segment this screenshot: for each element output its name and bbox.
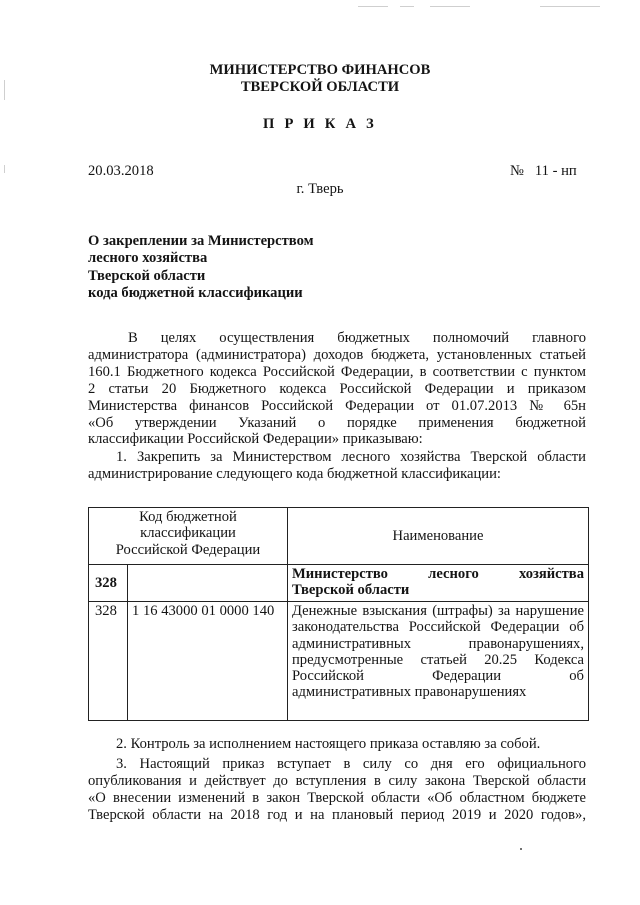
preamble-line: 2 статьи 20 Бюджетного кодекса Российской Федерации и приказом: [88, 380, 586, 397]
table-row: [89, 565, 589, 602]
header-code-line: Код бюджетной: [139, 509, 237, 525]
header-name-cell: Наименование: [288, 508, 589, 565]
order-number: № 11 - нп: [510, 163, 577, 179]
name-line: Российской Федерации об: [292, 668, 584, 685]
scan-artifact: [430, 6, 470, 7]
scan-artifact: [520, 848, 522, 850]
name-line: предусмотренные статьей 20.25 Кодекса: [292, 651, 584, 668]
preamble-line: 160.1 Бюджетного кодекса Российской Федерации, в соответствии с пунктом: [88, 363, 586, 380]
order-subject: [88, 233, 314, 302]
ministry-line-2: ТВЕРСКОЙ ОБЛАСТИ: [240, 79, 400, 95]
preamble-line: классификации Российской Федерации» приказываю:: [88, 431, 423, 448]
header-code-line: классификации: [140, 525, 236, 542]
order-city: г. Тверь: [296, 181, 344, 197]
item-3-line: Тверской области на 2018 год и на плановый период 2019 и 2020 годов»,: [88, 806, 586, 823]
preamble-paragraph: [88, 330, 586, 448]
budget-code-cell: [128, 565, 288, 602]
preamble-line: В целях осуществления бюджетных полномочий главного: [128, 330, 586, 346]
name-line: административных правонарушениях,: [292, 635, 584, 652]
scan-artifact: [540, 6, 600, 7]
name-line: административных правонарушениях: [292, 684, 527, 701]
scan-artifact: [4, 165, 5, 173]
item-3-paragraph: [88, 756, 586, 824]
table-header-row: [89, 508, 589, 565]
item-2-line: 2. Контроль за исполнением настоящего приказа оставляю за собой.: [116, 736, 541, 752]
admin-code-cell: 328: [89, 602, 128, 721]
budget-code-table: [88, 507, 589, 721]
scan-artifact: [358, 6, 388, 7]
subject-line: кода бюджетной классификации: [88, 284, 303, 301]
name-line: Тверской области: [292, 582, 410, 599]
preamble-line: администратора (администратора) доходов бюджета, установленных статьей: [88, 346, 586, 363]
item-1-paragraph: [88, 449, 586, 483]
budget-code-cell: 1 16 43000 01 0000 140: [128, 602, 288, 721]
ministry-name: [0, 62, 640, 96]
name-line: Денежные взыскания (штрафы) за нарушение: [292, 603, 584, 619]
scan-artifact: [400, 6, 414, 7]
item-2-paragraph: [88, 736, 586, 753]
item-3-line: «О внесении изменений в закон Тверской области «Об областном бюджете: [88, 789, 586, 806]
ministry-line-1: МИНИСТЕРСТВО ФИНАНСОВ: [209, 62, 431, 78]
order-date: 20.03.2018: [88, 163, 154, 179]
table-row: [89, 602, 589, 721]
name-cell: [288, 565, 589, 602]
preamble-line: «Об утверждении Указаний о порядке применения бюджетной: [88, 414, 586, 431]
item-3-line: 3. Настоящий приказ вступает в силу со дня его официального: [116, 756, 586, 772]
name-line: законодательства Российской Федерации об: [292, 619, 584, 636]
admin-code-cell: 328: [89, 565, 128, 602]
name-line: Министерство лесного хозяйства: [292, 566, 584, 582]
item-1-line: 1. Закрепить за Министерством лесного хозяйства Тверской области: [116, 449, 586, 465]
subject-line: лесного хозяйства: [88, 250, 208, 267]
name-cell: [288, 602, 589, 721]
header-code-line: Российской Федерации: [115, 541, 261, 558]
item-3-line: опубликования и действует до вступления в силу закона Тверской области: [88, 772, 586, 789]
order-title: П Р И К А З: [263, 116, 377, 132]
preamble-line: Министерства финансов Российской Федерации от 01.07.2013 № 65н: [88, 397, 586, 414]
item-1-line: администрирование следующего кода бюджетной классификации:: [88, 465, 501, 482]
subject-line: Тверской области: [88, 267, 206, 284]
subject-line: О закреплении за Министерством: [88, 233, 314, 249]
header-code-cell: [89, 508, 288, 565]
